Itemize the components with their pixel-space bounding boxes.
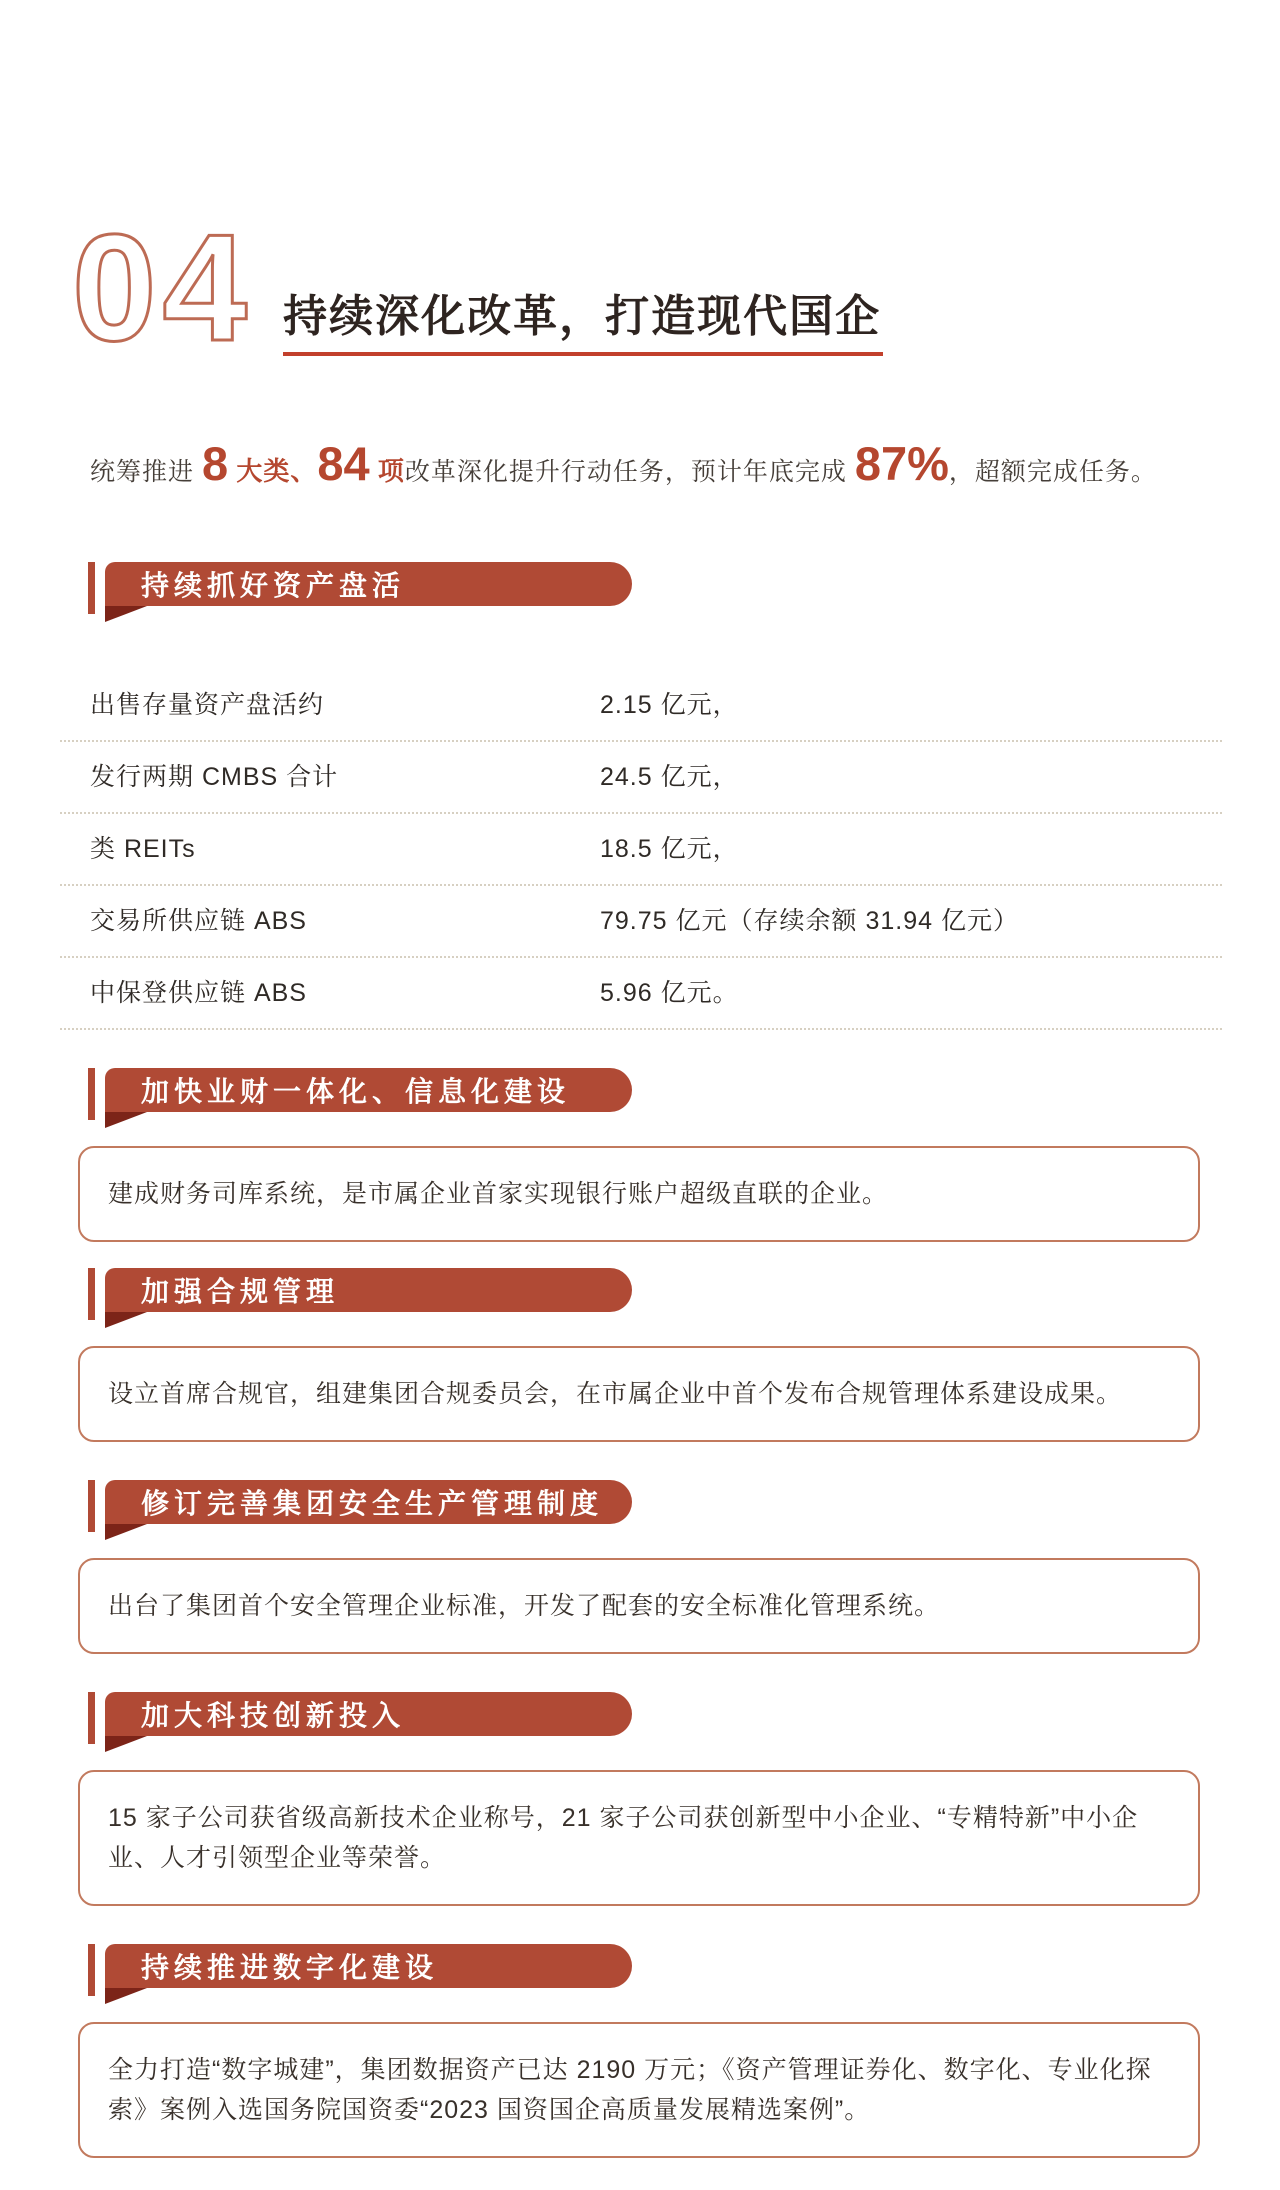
section-finance-it <box>0 1068 1280 1242</box>
title-underline <box>283 352 883 356</box>
title-block <box>283 293 883 355</box>
info-box-text: 15 家子公司获省级高新技术企业称号，21 家子公司获创新型中小企业、“专精特新”中小企业、人才引领型企业等荣誉。 <box>108 1803 1139 1872</box>
banner-accent-bar <box>88 562 95 614</box>
stat-number-percent: 87% <box>854 436 949 490</box>
info-box <box>78 1770 1200 1906</box>
table-row-label: 交易所供应链 ABS <box>90 906 307 935</box>
section-banner <box>88 1480 1280 1532</box>
table-row-value: 79.75 亿元（存续余额 31.94 亿元） <box>600 906 1019 935</box>
banner-ribbon <box>105 1692 632 1736</box>
banner-accent-bar <box>88 1268 95 1320</box>
sections-container <box>0 562 1280 2158</box>
info-box <box>78 1558 1200 1654</box>
table-row-value: 24.5 亿元， <box>600 762 739 791</box>
banner-title: 加快业财一体化、信息化建设 <box>141 1075 571 1107</box>
banner-ribbon <box>105 1068 632 1112</box>
info-box-text: 全力打造“数字城建”，集团数据资产已达 2190 万元；《资产管理证券化、数字化、专业化探索》案例入选国务院国资委“2023 国资国企高质量发展精选案例”。 <box>108 2055 1152 2124</box>
info-box <box>78 1146 1200 1242</box>
banner-ribbon <box>105 1268 632 1312</box>
intro-paragraph <box>90 436 1220 500</box>
table-row <box>60 670 1222 742</box>
section-tech-innovation <box>0 1692 1280 1906</box>
table-row-label: 类 REITs <box>90 834 196 863</box>
page-title: 持续深化改革，打造现代国企 <box>283 292 882 342</box>
table-row <box>60 958 1222 1030</box>
table-row-label: 中保登供应链 ABS <box>90 978 307 1007</box>
banner-ribbon <box>105 1480 632 1524</box>
table-row <box>60 886 1222 958</box>
banner-title: 持续推进数字化建设 <box>141 1951 439 1983</box>
intro-text: 统筹推进 <box>90 457 202 486</box>
section-asset-revitalization <box>0 562 1280 1030</box>
info-box-text: 出台了集团首个安全管理企业标准，开发了配套的安全标准化管理系统。 <box>108 1591 941 1620</box>
banner-accent-bar <box>88 1068 95 1120</box>
info-box-text: 建成财务司库系统，是市属企业首家实现银行账户超级直联的企业。 <box>108 1179 889 1208</box>
section-compliance <box>0 1268 1280 1442</box>
section-number: 04 <box>72 203 254 373</box>
table-row-label: 发行两期 CMBS 合计 <box>90 762 339 791</box>
table-row-value: 18.5 亿元， <box>600 834 739 863</box>
table-row <box>60 742 1222 814</box>
table-row-value: 5.96 亿元。 <box>600 978 739 1007</box>
table-row-value: 2.15 亿元， <box>600 690 739 719</box>
stat-unit-items: 项 <box>369 455 405 486</box>
section-banner <box>88 1692 1280 1744</box>
asset-table <box>60 670 1222 1030</box>
banner-accent-bar <box>88 1480 95 1532</box>
intro-separator: 、 <box>290 455 318 486</box>
info-box-text: 设立首席合规官，组建集团合规委员会，在市属企业中首个发布合规管理体系建设成果。 <box>108 1379 1123 1408</box>
table-row <box>60 814 1222 886</box>
banner-ribbon <box>105 1944 632 1988</box>
info-box <box>78 2022 1200 2158</box>
info-box <box>78 1346 1200 1442</box>
section-banner <box>88 562 1280 614</box>
banner-title: 持续抓好资产盘活 <box>141 569 406 601</box>
stat-unit-categories: 大类 <box>228 455 291 486</box>
section-banner <box>88 1068 1280 1120</box>
section-digitalization <box>0 1944 1280 2158</box>
banner-accent-bar <box>88 1692 95 1744</box>
banner-title: 修订完善集团安全生产管理制度 <box>141 1487 604 1519</box>
section-banner <box>88 1944 1280 1996</box>
intro-text: 改革深化提升行动任务，预计年底完成 <box>404 457 855 486</box>
banner-title: 加大科技创新投入 <box>141 1699 406 1731</box>
stat-number-items: 84 <box>317 436 370 490</box>
banner-ribbon <box>105 562 632 606</box>
stat-number-categories: 8 <box>201 436 229 490</box>
banner-accent-bar <box>88 1944 95 1996</box>
section-safety-management <box>0 1480 1280 1654</box>
section-banner <box>88 1268 1280 1320</box>
table-row-label: 出售存量资产盘活约 <box>90 690 325 719</box>
banner-title: 加强合规管理 <box>141 1275 340 1307</box>
intro-text: ，超额完成任务。 <box>948 457 1157 486</box>
section-header <box>72 203 1280 373</box>
